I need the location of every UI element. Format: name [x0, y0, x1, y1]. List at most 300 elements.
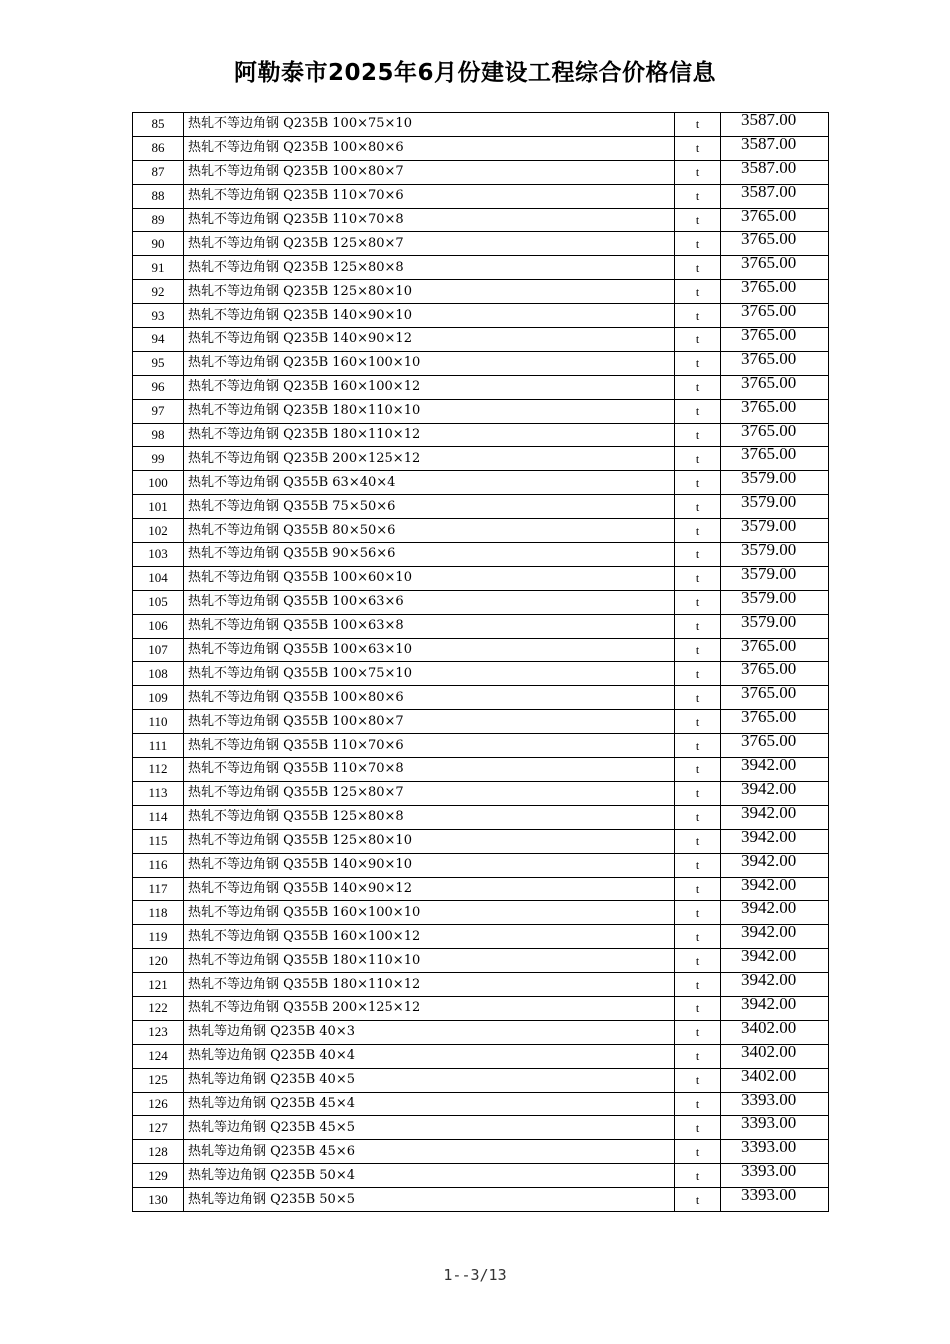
item-price-cell — [721, 423, 829, 447]
item-unit-text: t — [695, 1192, 700, 1207]
item-name-cell — [184, 973, 675, 997]
item-price-cell — [721, 375, 829, 399]
table-row — [133, 1116, 829, 1140]
item-number-text: 91 — [151, 259, 165, 275]
table-row — [133, 686, 829, 710]
item-unit-text: t — [695, 189, 700, 204]
item-unit-text: t — [695, 380, 700, 395]
item-unit-cell — [675, 519, 721, 543]
item-price-text: 3765.00 — [741, 231, 797, 249]
item-unit-cell — [675, 758, 721, 782]
item-price-cell — [721, 590, 829, 614]
item-name-cell — [184, 256, 675, 280]
item-price-text: 3587.00 — [741, 112, 797, 129]
table-row — [133, 208, 829, 232]
table-row — [133, 638, 829, 662]
item-price-cell — [721, 877, 829, 901]
page-title: 阿勒泰市2025年6月份建设工程综合价格信息 — [233, 60, 717, 86]
item-name-text: 热轧不等边角钢 Q235B 125×80×8 — [188, 259, 404, 275]
item-price-text: 3765.00 — [741, 303, 797, 321]
item-number-text: 119 — [148, 928, 168, 944]
item-unit-text: t — [695, 260, 700, 275]
table-row — [133, 566, 829, 590]
item-price-text: 3765.00 — [741, 709, 797, 727]
table-row — [133, 351, 829, 375]
item-price-cell — [721, 399, 829, 423]
item-name-cell — [184, 160, 675, 184]
item-price-text: 3402.00 — [741, 1044, 797, 1061]
table-row — [133, 136, 829, 160]
item-number-text: 111 — [148, 737, 168, 753]
item-price-cell — [721, 184, 829, 208]
table-row — [133, 543, 829, 567]
item-unit-cell — [675, 829, 721, 853]
item-number-text: 127 — [148, 1119, 168, 1135]
item-price-cell — [721, 1092, 829, 1116]
item-name-cell — [184, 590, 675, 614]
item-name-text: 热轧不等边角钢 Q355B 100×63×10 — [188, 642, 412, 658]
item-price-text: 3765.00 — [741, 423, 797, 440]
item-number-cell — [133, 805, 184, 829]
item-number-text: 118 — [148, 904, 168, 920]
item-price-text: 3942.00 — [741, 996, 797, 1013]
item-price-text: 3942.00 — [741, 829, 797, 846]
item-number-cell — [133, 829, 184, 853]
item-number-cell — [133, 136, 184, 160]
item-price-text: 3765.00 — [741, 638, 797, 655]
item-number-text: 96 — [151, 379, 165, 395]
item-price-cell — [721, 1164, 829, 1188]
item-price-cell — [721, 686, 829, 710]
table-row — [133, 614, 829, 638]
item-unit-cell — [675, 1116, 721, 1140]
item-number-cell — [133, 113, 184, 137]
item-unit-text: t — [695, 905, 700, 920]
item-price-cell — [721, 328, 829, 352]
item-unit-cell — [675, 973, 721, 997]
item-unit-cell — [675, 638, 721, 662]
item-unit-cell — [675, 280, 721, 304]
item-price-cell — [721, 996, 829, 1020]
item-number-cell — [133, 543, 184, 567]
item-number-cell — [133, 399, 184, 423]
item-price-text: 3393.00 — [741, 1139, 797, 1157]
item-unit-cell — [675, 160, 721, 184]
item-number-text: 116 — [148, 857, 168, 873]
item-number-cell — [133, 566, 184, 590]
item-number-cell — [133, 351, 184, 375]
page-number: 1--3/13 — [443, 1266, 507, 1284]
item-number-cell — [133, 1116, 184, 1140]
item-unit-text: t — [695, 834, 700, 849]
item-name-text: 热轧不等边角钢 Q235B 180×110×12 — [188, 427, 421, 443]
table-row — [133, 328, 829, 352]
item-number-cell — [133, 160, 184, 184]
item-number-cell — [133, 996, 184, 1020]
item-unit-text: t — [695, 451, 700, 466]
item-number-cell — [133, 1020, 184, 1044]
item-unit-text: t — [695, 595, 700, 610]
item-number-text: 122 — [148, 1000, 168, 1016]
item-number-cell — [133, 853, 184, 877]
item-name-text: 热轧不等边角钢 Q235B 160×100×10 — [188, 355, 421, 371]
item-name-cell — [184, 686, 675, 710]
item-price-text: 3765.00 — [741, 327, 797, 345]
item-unit-cell — [675, 304, 721, 328]
item-name-text: 热轧不等边角钢 Q235B 110×70×6 — [188, 188, 404, 204]
item-unit-cell — [675, 710, 721, 734]
item-number-cell — [133, 758, 184, 782]
table-row — [133, 877, 829, 901]
item-name-text: 热轧不等边角钢 Q355B 90×56×6 — [188, 546, 396, 562]
table-row — [133, 399, 829, 423]
item-price-text: 3942.00 — [741, 805, 797, 822]
item-name-cell — [184, 519, 675, 543]
item-price-text: 3765.00 — [741, 733, 797, 751]
item-number-cell — [133, 662, 184, 686]
item-name-text: 热轧不等边角钢 Q355B 75×50×6 — [188, 498, 396, 514]
item-unit-cell — [675, 447, 721, 471]
item-number-text: 100 — [148, 474, 168, 490]
item-name-text: 热轧不等边角钢 Q235B 110×70×8 — [188, 212, 404, 227]
item-name-text: 热轧不等边角钢 Q355B 160×100×10 — [188, 904, 421, 920]
item-price-cell — [721, 1044, 829, 1068]
item-unit-cell — [675, 925, 721, 949]
item-price-cell — [721, 949, 829, 973]
item-price-text: 3942.00 — [741, 757, 797, 775]
item-unit-text: t — [695, 977, 700, 992]
item-number-text: 92 — [151, 283, 165, 299]
item-price-cell — [721, 662, 829, 686]
item-name-text: 热轧等边角钢 Q235B 40×3 — [188, 1024, 355, 1040]
table-row — [133, 1188, 829, 1212]
item-name-text: 热轧不等边角钢 Q355B 180×110×12 — [188, 976, 421, 992]
item-unit-cell — [675, 949, 721, 973]
item-number-cell — [133, 447, 184, 471]
item-name-cell — [184, 1140, 675, 1164]
table-row — [133, 1092, 829, 1116]
item-number-text: 105 — [148, 594, 168, 610]
item-unit-cell — [675, 1044, 721, 1068]
item-unit-cell — [675, 805, 721, 829]
item-unit-text: t — [695, 213, 700, 227]
item-name-cell — [184, 280, 675, 304]
item-name-text: 热轧不等边角钢 Q355B 100×60×10 — [188, 570, 412, 586]
item-number-cell — [133, 471, 184, 495]
item-price-text: 3579.00 — [741, 518, 797, 536]
item-name-text: 热轧不等边角钢 Q355B 160×100×12 — [188, 928, 421, 944]
item-price-text: 3765.00 — [741, 399, 797, 416]
table-row — [133, 1068, 829, 1092]
table-row — [133, 160, 829, 184]
item-unit-text: t — [695, 858, 700, 873]
table-row — [133, 1140, 829, 1164]
item-price-cell — [721, 638, 829, 662]
item-name-cell — [184, 399, 675, 423]
table-row — [133, 184, 829, 208]
item-unit-text: t — [695, 1168, 700, 1183]
item-price-cell — [721, 901, 829, 925]
table-body — [133, 113, 829, 1212]
item-unit-cell — [675, 113, 721, 137]
item-number-cell — [133, 1044, 184, 1068]
item-number-text: 88 — [151, 188, 165, 204]
item-name-cell — [184, 853, 675, 877]
item-number-cell — [133, 781, 184, 805]
item-number-text: 101 — [148, 498, 168, 514]
item-price-cell — [721, 519, 829, 543]
item-name-text: 热轧不等边角钢 Q355B 63×40×4 — [188, 474, 396, 490]
item-unit-text: t — [695, 666, 700, 681]
item-unit-text: t — [695, 499, 700, 514]
item-unit-text: t — [695, 1001, 700, 1016]
item-unit-cell — [675, 1140, 721, 1164]
item-number-cell — [133, 184, 184, 208]
table-row — [133, 925, 829, 949]
item-name-text: 热轧等边角钢 Q235B 45×5 — [188, 1119, 355, 1135]
item-price-cell — [721, 1188, 829, 1212]
table-row — [133, 829, 829, 853]
table-row — [133, 232, 829, 256]
item-name-cell — [184, 1068, 675, 1092]
item-price-text: 3393.00 — [741, 1115, 797, 1133]
item-number-cell — [133, 877, 184, 901]
item-number-cell — [133, 686, 184, 710]
item-name-cell — [184, 614, 675, 638]
item-number-text: 106 — [148, 618, 168, 634]
item-name-cell — [184, 949, 675, 973]
item-name-cell — [184, 208, 675, 232]
item-price-cell — [721, 471, 829, 495]
item-name-text: 热轧等边角钢 Q235B 40×4 — [188, 1048, 355, 1064]
item-name-text: 热轧不等边角钢 Q235B 160×100×12 — [188, 379, 421, 395]
item-unit-text: t — [695, 165, 700, 180]
item-name-cell — [184, 543, 675, 567]
item-unit-text: t — [695, 1073, 700, 1088]
table-row — [133, 734, 829, 758]
item-unit-text: t — [695, 1096, 700, 1111]
item-number-text: 126 — [148, 1095, 168, 1111]
item-price-cell — [721, 614, 829, 638]
item-unit-text: t — [695, 619, 700, 634]
table-row — [133, 758, 829, 782]
item-unit-text: t — [695, 810, 700, 825]
item-number-cell — [133, 1164, 184, 1188]
item-price-cell — [721, 710, 829, 734]
item-unit-text: t — [695, 547, 700, 562]
item-unit-text: t — [695, 1144, 700, 1159]
item-unit-cell — [675, 543, 721, 567]
item-name-cell — [184, 447, 675, 471]
item-name-text: 热轧不等边角钢 Q355B 125×80×8 — [188, 809, 404, 825]
table-row — [133, 256, 829, 280]
item-price-text: 3942.00 — [741, 972, 797, 990]
item-name-cell — [184, 1188, 675, 1212]
table-row — [133, 280, 829, 304]
item-unit-text: t — [695, 786, 700, 801]
item-price-text: 3942.00 — [741, 781, 797, 798]
item-unit-text: t — [695, 523, 700, 538]
item-price-cell — [721, 1140, 829, 1164]
item-name-text: 热轧不等边角钢 Q355B 140×90×10 — [188, 857, 412, 873]
item-number-text: 103 — [148, 546, 168, 562]
item-price-text: 3765.00 — [741, 208, 797, 225]
item-price-text: 3765.00 — [741, 279, 797, 297]
item-name-text: 热轧不等边角钢 Q355B 110×70×8 — [188, 761, 404, 777]
item-number-text: 128 — [148, 1143, 168, 1159]
item-name-cell — [184, 375, 675, 399]
item-number-cell — [133, 925, 184, 949]
table-row — [133, 781, 829, 805]
item-name-cell — [184, 662, 675, 686]
item-name-text: 热轧不等边角钢 Q355B 100×80×6 — [188, 689, 404, 705]
item-price-cell — [721, 781, 829, 805]
item-number-text: 121 — [148, 976, 168, 992]
item-number-cell — [133, 232, 184, 256]
item-price-cell — [721, 853, 829, 877]
item-number-cell — [133, 1092, 184, 1116]
item-unit-text: t — [695, 571, 700, 586]
item-number-text: 87 — [151, 164, 165, 180]
item-number-cell — [133, 1188, 184, 1212]
item-price-cell — [721, 1020, 829, 1044]
item-number-cell — [133, 280, 184, 304]
item-name-cell — [184, 1020, 675, 1044]
item-name-cell — [184, 1164, 675, 1188]
item-name-cell — [184, 829, 675, 853]
item-number-text: 109 — [148, 689, 168, 705]
table-row — [133, 996, 829, 1020]
table-row — [133, 853, 829, 877]
item-unit-cell — [675, 351, 721, 375]
table-row — [133, 590, 829, 614]
item-name-cell — [184, 1044, 675, 1068]
item-name-text: 热轧等边角钢 Q235B 50×4 — [188, 1167, 355, 1183]
item-name-text: 热轧不等边角钢 Q235B 100×75×10 — [188, 116, 412, 132]
item-unit-cell — [675, 877, 721, 901]
item-price-text: 3579.00 — [741, 542, 797, 560]
item-price-cell — [721, 280, 829, 304]
item-name-text: 热轧不等边角钢 Q235B 100×80×7 — [188, 164, 404, 180]
item-price-text: 3393.00 — [741, 1092, 797, 1109]
item-number-text: 120 — [148, 952, 168, 968]
table-row — [133, 1044, 829, 1068]
item-price-cell — [721, 304, 829, 328]
table-row — [133, 495, 829, 519]
item-name-text: 热轧不等边角钢 Q235B 140×90×12 — [188, 331, 412, 347]
item-unit-cell — [675, 734, 721, 758]
item-number-cell — [133, 1140, 184, 1164]
item-name-cell — [184, 113, 675, 137]
item-name-cell — [184, 996, 675, 1020]
item-price-cell — [721, 758, 829, 782]
item-name-cell — [184, 781, 675, 805]
item-price-text: 3942.00 — [741, 948, 797, 966]
item-name-cell — [184, 232, 675, 256]
item-price-cell — [721, 973, 829, 997]
item-number-cell — [133, 375, 184, 399]
item-name-cell — [184, 758, 675, 782]
item-price-cell — [721, 566, 829, 590]
table-row — [133, 113, 829, 137]
item-number-text: 97 — [151, 403, 165, 419]
item-number-text: 129 — [148, 1167, 168, 1183]
item-unit-cell — [675, 495, 721, 519]
item-price-text: 3765.00 — [741, 375, 797, 392]
item-unit-cell — [675, 328, 721, 352]
item-name-text: 热轧不等边角钢 Q355B 140×90×12 — [188, 880, 412, 896]
item-number-text: 112 — [148, 761, 168, 777]
item-name-text: 热轧不等边角钢 Q355B 100×75×10 — [188, 665, 412, 681]
item-price-cell — [721, 829, 829, 853]
item-number-cell — [133, 949, 184, 973]
item-number-text: 104 — [148, 570, 168, 586]
table-row — [133, 973, 829, 997]
item-name-text: 热轧不等边角钢 Q355B 180×110×10 — [188, 952, 421, 968]
item-number-text: 98 — [151, 427, 165, 443]
item-price-cell — [721, 1068, 829, 1092]
item-number-text: 110 — [148, 713, 168, 729]
item-number-text: 115 — [148, 833, 168, 849]
item-unit-text: t — [695, 308, 700, 323]
item-price-text: 3393.00 — [741, 1163, 797, 1181]
item-price-cell — [721, 256, 829, 280]
item-number-text: 90 — [151, 235, 165, 251]
item-price-text: 3942.00 — [741, 900, 797, 918]
item-name-text: 热轧不等边角钢 Q355B 100×63×8 — [188, 618, 404, 634]
item-unit-text: t — [695, 1049, 700, 1064]
item-unit-cell — [675, 1188, 721, 1212]
item-price-text: 3587.00 — [741, 136, 797, 153]
item-unit-cell — [675, 232, 721, 256]
item-number-text: 108 — [148, 665, 168, 681]
item-unit-cell — [675, 590, 721, 614]
item-name-cell — [184, 566, 675, 590]
item-number-cell — [133, 519, 184, 543]
item-unit-cell — [675, 996, 721, 1020]
item-name-cell — [184, 925, 675, 949]
item-name-text: 热轧不等边角钢 Q235B 100×80×6 — [188, 140, 404, 156]
item-unit-cell — [675, 423, 721, 447]
item-number-cell — [133, 590, 184, 614]
item-unit-text: t — [695, 117, 700, 132]
item-number-text: 94 — [151, 331, 165, 347]
item-price-text: 3765.00 — [741, 661, 797, 679]
item-price-text: 3579.00 — [741, 470, 797, 488]
item-unit-text: t — [695, 738, 700, 753]
item-price-text: 3587.00 — [741, 184, 797, 201]
item-price-text: 3587.00 — [741, 160, 797, 177]
item-price-text: 3402.00 — [741, 1068, 797, 1085]
item-number-text: 102 — [148, 522, 168, 538]
item-name-cell — [184, 184, 675, 208]
item-number-cell — [133, 614, 184, 638]
item-name-cell — [184, 136, 675, 160]
item-unit-text: t — [695, 881, 700, 896]
item-number-text: 89 — [151, 212, 165, 227]
item-unit-text: t — [695, 762, 700, 777]
item-number-text: 93 — [151, 307, 165, 323]
item-unit-cell — [675, 1164, 721, 1188]
item-name-text: 热轧不等边角钢 Q355B 100×63×6 — [188, 594, 404, 610]
item-price-cell — [721, 351, 829, 375]
item-name-text: 热轧不等边角钢 Q235B 140×90×10 — [188, 307, 412, 323]
item-name-cell — [184, 638, 675, 662]
price-table — [132, 112, 829, 1212]
item-name-cell — [184, 710, 675, 734]
item-name-text: 热轧不等边角钢 Q235B 125×80×7 — [188, 235, 404, 251]
item-price-text: 3942.00 — [741, 853, 797, 870]
